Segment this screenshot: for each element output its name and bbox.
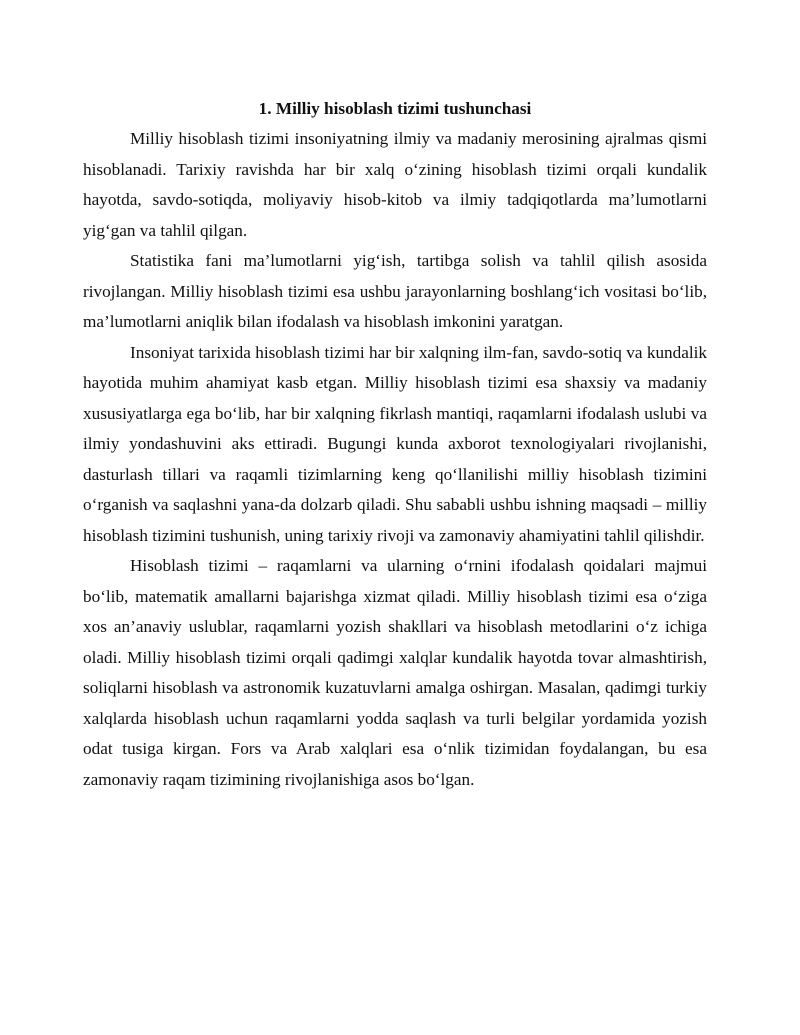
- paragraph-4: Hisoblash tizimi – raqamlarni va ularning o‘rnini ifodalash qoidalari majmui bo‘lib, matematik amallarni bajarishga xizmat qiladi. Milliy hisoblash tizimi esa o‘ziga xos an’anaviy uslublar, raqamlarni yozish shakllari va hisoblash metodlarini o‘z ichiga oladi. Milliy hisoblash tizimi orqali qadimgi xalqlar kundalik hayotda tovar almashtirish, soliqlarni hisoblash va astronomik kuzatuvlarni amalga oshirgan. Masalan, qadimgi turkiy xalqlarda hisoblash uchun raqamlarni yodda saqlash va turli belgilar yordamida yozish odat tusiga kirgan. Fors va Arab xalqlari esa o‘nlik tizimidan foydalangan, bu esa zamonaviy raqam tizimining rivojlanishiga asos bo‘lgan.: [83, 556, 707, 789]
- section-heading: 1. Milliy hisoblash tizimi tushunchasi: [258, 99, 532, 118]
- paragraph-3: Insoniyat tarixida hisoblash tizimi har bir xalqning ilm-fan, savdo-sotiq va kundalik hayotida muhim ahamiyat kasb etgan. Milliy hisoblash tizimi esa shaxsiy va madaniy xususiyatlarga ega bo‘lib, har bir xalqning fikrlash mantiqi, raqamlarni ifodalash uslubi va ilmiy yondashuvini aks ettiradi. Bugungi kunda axborot texnologiyalari rivojlanishi, dasturlash tillari va raqamli tizimlarning keng qo‘llanilishi milliy hisoblash tizimini o‘rganish va saqlashni yana-da dolzarb qiladi. Shu sababli ushbu ishning maqsadi – milliy hisoblash tizimini tushunish, uning tarixiy rivoji va zamonaviy ahamiyatini tahlil qilishdir.: [83, 342, 707, 545]
- paragraph-1: Milliy hisoblash tizimi insoniyatning ilmiy va madaniy merosining ajralmas qismi hisoblanadi. Tarixiy ravishda har bir xalq o‘zining hisoblash tizimi orqali kundalik hayotda, savdo-sotiqda, moliyaviy hisob-kitob va ilmiy tadqiqotlarda ma’lumotlarni yig‘gan va tahlil qilgan.: [83, 129, 707, 240]
- paragraph-2: Statistika fani ma’lumotlarni yig‘ish, tartibga solish va tahlil qilish asosida rivojlangan. Milliy hisoblash tizimi esa ushbu jarayonlarning boshlang‘ich vositasi bo‘lib, ma’lumotlarni aniqlik bilan ifodalash va hisoblash imkonini yaratgan.: [83, 251, 707, 331]
- document-body: [83, 94, 707, 795]
